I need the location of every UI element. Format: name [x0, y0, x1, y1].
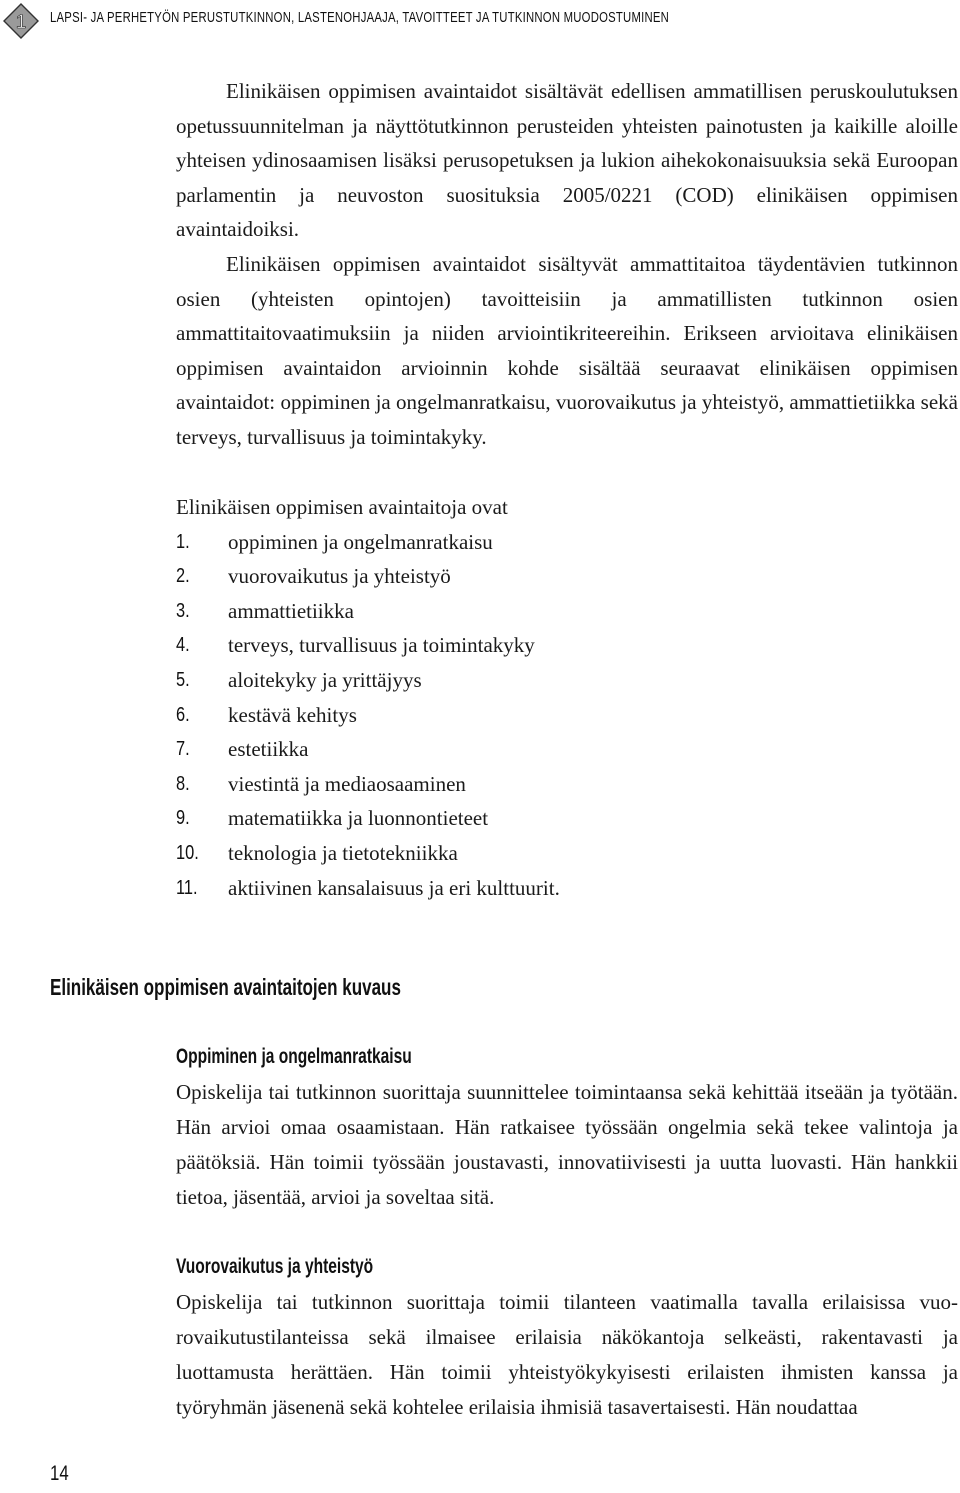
subsection-body: Opiskelija tai tutkinnon suorittaja toimii tilanteen vaatimalla tavalla erilaisissa vuorovaikutustilanteissa sekä ilmaisee erilaisia näkökantoja selkeästi, rakentavasti ja luottamusta herättäen. Hän toimii yhteistyökykyisesti erilaisten ihmisten kanssa ja työryhmän jäsenenä sekä kohtelee erilaisia ihmisiä tasavertaisesti. Hän noudattaa: [176, 1290, 958, 1419]
list-item-text: matematiikka ja luonnontieteet: [228, 806, 489, 831]
chapter-number: 1: [15, 12, 27, 33]
list-item: [176, 698, 958, 733]
intro-text: [176, 74, 958, 455]
list-item: [176, 871, 958, 906]
list-item-text: estetiikka: [228, 737, 309, 762]
list-item: [176, 732, 958, 767]
subsection-heading: Vuorovaikutus ja yhteistyö: [176, 1255, 374, 1278]
list-item-number: 10.: [176, 841, 199, 864]
list-item-text: ammattietiikka: [228, 598, 354, 623]
intro-paragraph-2: Elinikäisen oppimisen avaintaidot sisältyvät ammattitaitoa täydentävien tutkinnon osien (yhteisten opintojen) tavoitteisiin ja ammatillisten tutkinnon osien ammattitaitovaatimuksiin ja niiden arviointikriteereihin. Erikseen arvioitava elinikäisen oppimisen avaintaidon arvioinnin kohde sisältää seuraavat elinikäisen oppimisen avaintaidot: oppiminen ja ongelmanratkaisu, vuorovaikutus ja yhteistyö, ammattietiikka sekä terveys, turvallisuus ja toimintakyky.: [176, 251, 958, 449]
skills-list-title: Elinikäisen oppimisen avaintaitoja ovat: [176, 495, 508, 519]
list-item-text: viestintä ja mediaosaaminen: [228, 771, 466, 796]
subsection-heading: Oppiminen ja ongelmanratkaisu: [176, 1045, 412, 1068]
list-item-number: 4.: [176, 634, 190, 657]
list-item-text: oppiminen ja ongelmanratkaisu: [228, 529, 493, 554]
list-item-text: terveys, turvallisuus ja toimintakyky: [228, 633, 535, 658]
subsection-body: Opiskelija tai tutkinnon suorittaja suunnittelee toimintaansa sekä kehittää itseään ja työtään. Hän arvioi omaa osaamistaan. Hän ratkaisee työssään ongelmia sekä tekee valintoja ja päätöksiä. Hän toimii työssään joustavasti, innovatiivisesti ja uutta luovasti. Hän hankkii tietoa, jäsentää, arvioi ja soveltaa sitä.: [176, 1080, 958, 1209]
list-item-number: 1.: [176, 530, 190, 553]
list-item-text: vuorovaikutus ja yhteistyö: [228, 564, 451, 589]
list-item: [176, 559, 958, 594]
intro-paragraph-1: Elinikäisen oppimisen avaintaidot sisältävät edellisen ammatillisen peruskoulutuksen opetussuunnitelman ja näyttötutkinnon perusteiden yhteisten painotusten ja kaikille aloille yhteisen ydinosaamisen lisäksi perusopetuksen ja lukion aihekokonaisuuksia sekä Euroopan parlamentin ja neuvoston suosituksia 2005/0221 (COD) elinikäisen oppimisen avaintaidoiksi.: [176, 79, 958, 242]
running-header-title: LAPSI- JA PERHETYÖN PERUSTUTKINNON, LASTENOHJAAJA, TAVOITTEET JA TUTKINNON MUODOSTUMINEN: [50, 10, 670, 26]
list-item-number: 3.: [176, 599, 190, 622]
list-item-text: aloitekyky ja yrittäjyys: [228, 667, 422, 692]
list-item-number: 7.: [176, 738, 190, 761]
list-item: [176, 801, 958, 836]
list-item-number: 2.: [176, 565, 190, 588]
list-item: [176, 594, 958, 629]
subsection-interaction: [176, 1252, 958, 1425]
list-item: [176, 767, 958, 802]
chapter-number-badge: [3, 3, 39, 39]
skills-list: [176, 490, 958, 905]
list-item-number: 6.: [176, 703, 190, 726]
list-item-number: 8.: [176, 772, 190, 795]
list-item: [176, 525, 958, 560]
list-item-number: 5.: [176, 668, 190, 691]
list-item: [176, 628, 958, 663]
list-item-text: kestävä kehitys: [228, 702, 357, 727]
page-number: 14: [50, 1462, 69, 1485]
list-item: [176, 663, 958, 698]
section-heading: Elinikäisen oppimisen avaintaitojen kuvaus: [50, 974, 401, 1000]
page-header: [0, 0, 960, 44]
list-item: [176, 836, 958, 871]
list-item-number: 9.: [176, 807, 190, 830]
subsection-learning: [176, 1042, 958, 1215]
list-item-text: aktiivinen kansalaisuus ja eri kulttuurit.: [228, 875, 560, 900]
list-item-number: 11.: [176, 876, 198, 899]
list-item-text: teknologia ja tietotekniikka: [228, 840, 458, 865]
